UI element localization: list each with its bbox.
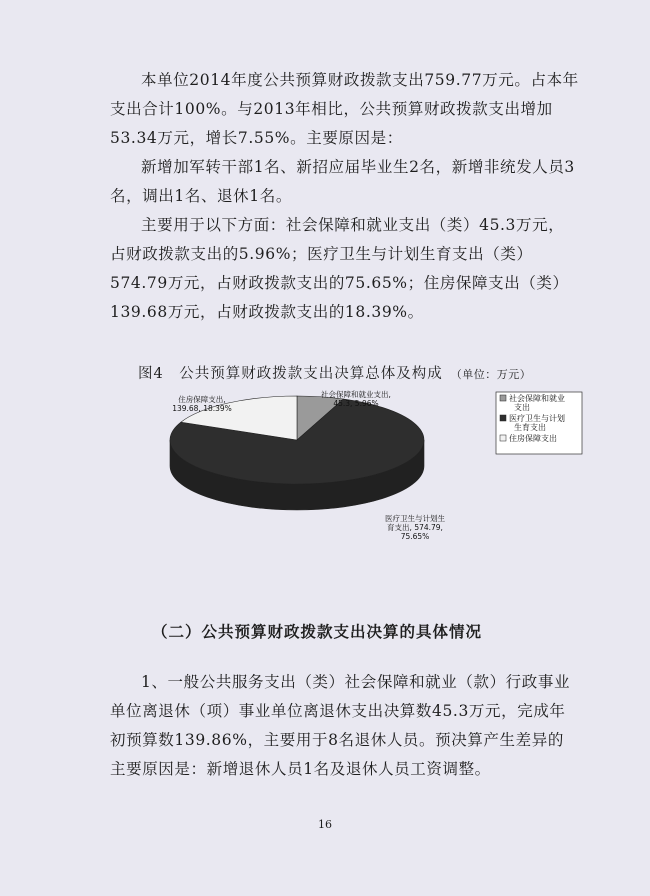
legend-label-1: 医疗卫生与计划生育支出 [509,414,565,432]
paragraph-detail: 1、一般公共服务支出（类）社会保障和就业（款）行政事业单位离退休（项）事业单位离退休支出决算数45.3万元，完成年初预算数139.86%，主要用于8名退休人员。预决算产生差异的主要原因是：新增退休人员1名及退休人员工资调整。 [110,673,571,778]
pie-data-label-1: 医疗卫生与计划生育支出, 574.79, 75.65% [385,514,445,541]
legend-swatch-0 [500,395,506,401]
pie-chart [160,380,590,550]
legend-label-2: 住房保障支出 [509,434,557,443]
legend-swatch-1 [500,415,506,421]
section-heading: （二）公共预算财政拨款支出决算的具体情况 [152,622,483,641]
pie-data-label-0: 社会保障和就业支出, 45.3, 5.96% [321,390,391,408]
page-number: 16 [318,818,332,831]
figure-caption-unit: （单位：万元） [450,368,532,381]
pie-data-label-2: 住房保障支出, 139.68, 18.39% [172,395,232,413]
paragraph-reasons: 新增加军转干部1名、新招应届毕业生2名，新增非统发人员3名，调出1名、退休1名。 [110,158,575,205]
legend-swatch-2 [500,435,506,441]
figure-caption-title: 图4 公共预算财政拨款支出决算总体及构成 [138,366,443,382]
paragraph-composition: 主要用于以下方面：社会保障和就业支出（类）45.3万元，占财政拨款支出的5.96%；医疗卫生与计划生育支出（类）574.79万元，占财政拨款支出的75.65%；住房保障支出（类）139.68万元，占财政拨款支出的18.39%。 [110,216,569,321]
legend-label-0: 社会保障和就业支出 [509,394,565,412]
paragraph-overview: 本单位2014年度公共预算财政拨款支出759.77万元。占本年支出合计100%。与2013年相比，公共预算财政拨款支出增加53.34万元，增长7.55%。主要原因是： [110,71,579,147]
